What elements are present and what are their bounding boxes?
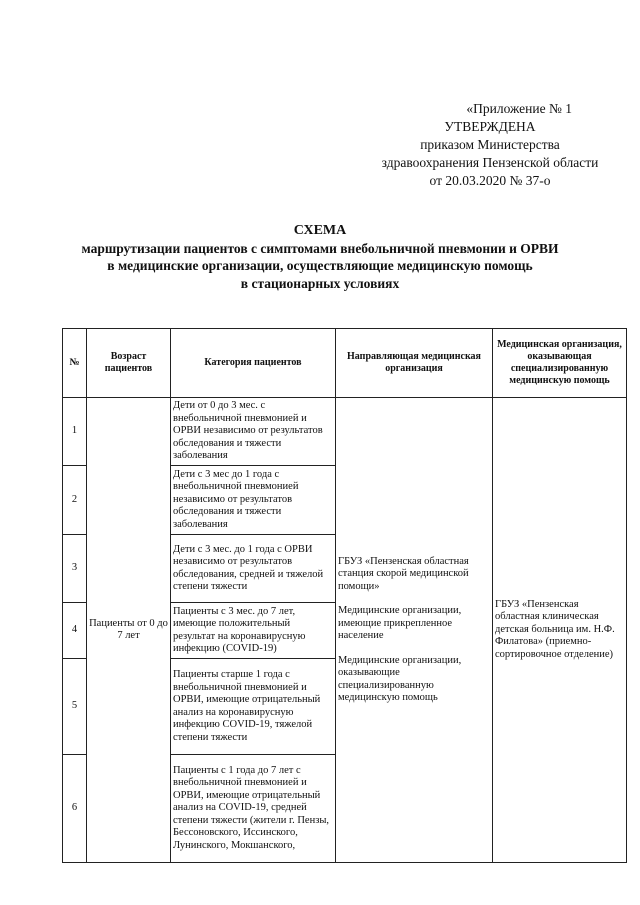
approved-label: УТВЕРЖДЕНА bbox=[444, 119, 536, 134]
row-number: 1 bbox=[63, 398, 87, 466]
row-number: 6 bbox=[63, 755, 87, 863]
header-receiver: Медицинская организация, оказывающая специализированную медицинскую помощь bbox=[493, 329, 627, 398]
header-sender: Направляющая медицинская организация bbox=[336, 329, 493, 398]
header-category: Категория пациентов bbox=[171, 329, 336, 398]
ministry-label: здравоохранения Пензенской области bbox=[381, 155, 599, 170]
header-num: № bbox=[63, 329, 87, 398]
category-cell: Дети от 0 до 3 мес. с внебольничной пневмонией и ОРВИ независимо от результатов обследования и тяжести заболевания bbox=[171, 398, 336, 466]
table-row bbox=[63, 398, 627, 466]
category-cell: Пациенты с 1 года до 7 лет с внебольничной пневмонией и ОРВИ, имеющие отрицательный анализ на COVID-19, средней степени тяжести (жители г. Пензы, Бессоновского, Иссинского, Лунинского, Мокшанского, bbox=[171, 755, 336, 863]
row-number: 2 bbox=[63, 466, 87, 535]
row-number: 5 bbox=[63, 659, 87, 755]
category-cell: Пациенты старше 1 года с внебольничной пневмонией и ОРВИ, имеющие отрицательный анализ на коронавирусную инфекцию COVID-19, тяжелой степени тяжести bbox=[171, 659, 336, 755]
appendix-label: «Приложение № 1 bbox=[466, 101, 572, 116]
sender-cell bbox=[336, 398, 493, 863]
title-line-3: в медицинские организации, осуществляющие медицинскую помощь bbox=[107, 258, 533, 273]
title-line-4: в стационарных условиях bbox=[240, 275, 400, 291]
sender-specialized: Медицинские организации, оказывающие специализированную медицинскую помощь bbox=[338, 654, 462, 703]
approval-block bbox=[360, 100, 620, 190]
receiver-cell: ГБУЗ «Пензенская областная клиническая детская больница им. Н.Ф. Филатова» (приемно-сортировочное отделение) bbox=[493, 398, 627, 863]
row-number: 3 bbox=[63, 535, 87, 603]
row-number: 4 bbox=[63, 603, 87, 659]
sender-attached: Медицинские организации, имеющие прикрепленное население bbox=[338, 605, 462, 641]
document-title bbox=[30, 222, 610, 292]
title-line-2: маршрутизации пациентов с симптомами внебольничной пневмонии и ОРВИ bbox=[81, 240, 559, 256]
category-cell: Дети с 3 мес. до 1 года с ОРВИ независимо от результатов обследования, средней и тяжелой степени тяжести bbox=[171, 535, 336, 603]
category-cell: Дети с 3 мес до 1 года с внебольничной пневмонией независимо от результатов обследования и тяжести заболевания bbox=[171, 466, 336, 535]
category-cell: Пациенты с 3 мес. до 7 лет, имеющие положительный результат на коронавирусную инфекцию (COVID-19) bbox=[171, 603, 336, 659]
title-scheme: СХЕМА bbox=[293, 223, 347, 238]
sender-ambulance: ГБУЗ «Пензенская областная станция скорой медицинской помощи» bbox=[338, 555, 469, 592]
routing-table bbox=[62, 328, 627, 863]
header-age: Возраст пациентов bbox=[87, 329, 171, 398]
table-header-row bbox=[63, 329, 627, 398]
age-group-cell: Пациенты от 0 до 7 лет bbox=[87, 398, 171, 863]
order-date-label: от 20.03.2020 № 37-о bbox=[429, 173, 551, 188]
order-by-label: приказом Министерства bbox=[420, 137, 560, 152]
